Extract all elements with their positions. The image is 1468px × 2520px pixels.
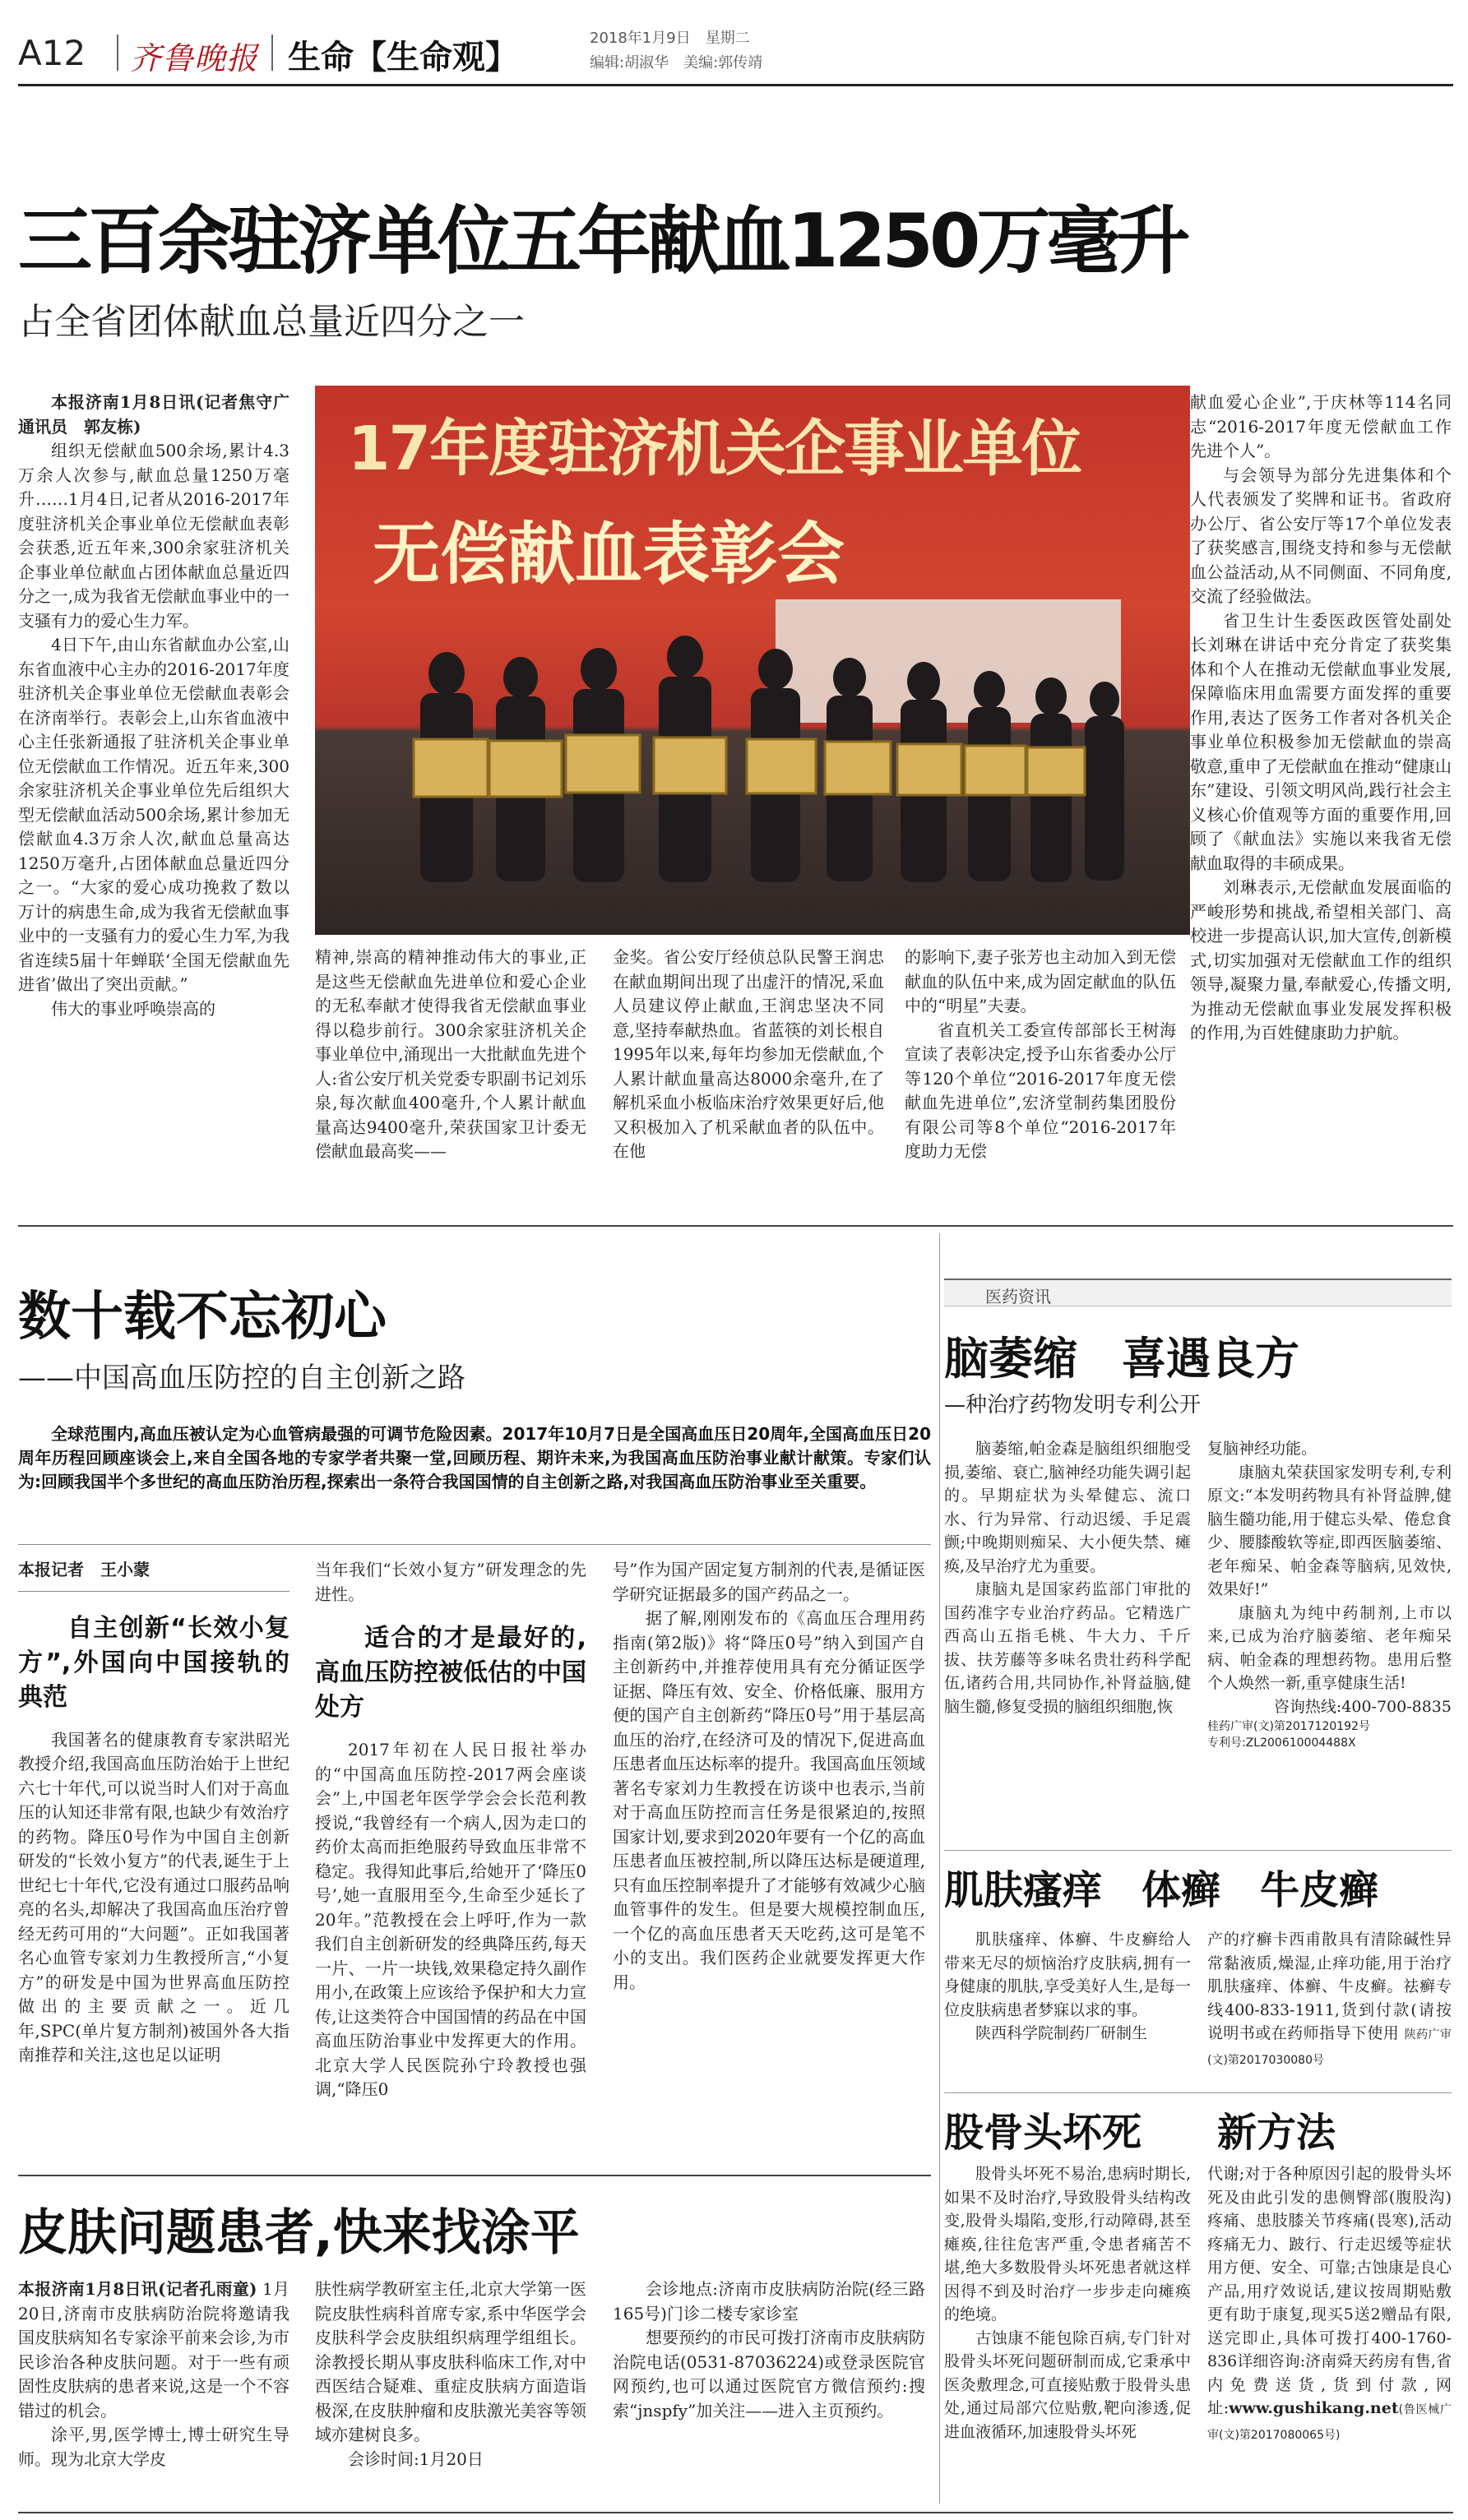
story1-column-1: [18, 391, 306, 1217]
section-name: 生命【生命观】: [288, 39, 518, 76]
ad3-paragraph-text: 代谢;对于各种原因引起的股骨头坏死及由此引发的患侧臀部(腹股沟)疼痛、患肢膝关节疼痛(畏寒),活动疼痛无力、跛行、行走迟缓等症状用方便、安全、可靠;古蚀康是良心产品,用疗效说话,建议按周期贴敷更有助于康复,现买5送2赠品有限,送完即止,具体可拨打400-1760-836详细咨询:济南舜天药房有售,省内免费送货,货到付款,网址:: [1207, 2165, 1452, 2417]
story1-paragraph: 组织无偿献血500余场,累计4.3万余人次参与,献血总量1250万毫升……1月4日,记者从2016-2017年度驻济机关企事业单位无偿献血表彰会获悉,近五年来,300余家驻济机关企事业单位献血占团体献血总量近四分之一,成为我省无偿献血事业中的一支骚有力的爱心生力军。: [18, 441, 289, 631]
story1-paragraph: 的影响下,妻子张芳也主动加入到无偿献血的队伍中来,成为固定献血的队伍中的“明星”夫妻。: [905, 947, 1176, 1015]
story1-dateline: 本报济南1月8日讯(记者焦守广 通讯员 郭友栋): [18, 392, 306, 437]
ad-separator: [944, 1850, 1452, 1851]
ad1-column-1: [944, 1437, 1191, 1848]
story3-paragraph: 想要预约的市民可拨打济南市皮肤病防治院电话(0531-87036224)或登录医院官网预约,也可以通过医院官方微信预约:搜索“jnspfy”加关注——进入主页预约。: [613, 2328, 925, 2421]
ad3-column-2: [1207, 2162, 1452, 2512]
story2-column-3: [613, 1558, 925, 2166]
story3-headline: 皮肤问题患者,快来找涂平: [18, 2204, 580, 2262]
ad3-paragraph: [1207, 2162, 1452, 2447]
ad3-headline-left: 股骨头坏死: [944, 2110, 1142, 2156]
story1-paragraph: 刘琳表示,无偿献血发展面临的严峻形势和挑战,希望相关部门、高校进一步提高认识,加大宣传,创新模式,切实加强对无偿献血工作的组织领导,凝聚力量,奉献爱心,传播文明,为推动无偿献血事业发展发挥积极的作用,为百姓健康助力护航。: [1190, 877, 1452, 1043]
ad2-headline: 肌肤瘙痒 体癣 牛皮癣: [944, 1867, 1379, 1913]
ad1-hotline: 咨询热线:400-700-8835: [1273, 1697, 1452, 1716]
story2-paragraph: 据了解,刚刚发布的《高血压合理用药指南(第2版)》将“降压0号”纳入到国产自主创新药中,并推荐使用具有充分循证医学证据、降压有效、安全、价格低廉、服用方便的国产自主创新药“降压0号”用于基层高血压的治疗,在经济可及的情况下,促进高血压患者血压达标率的提升。我国高血压领域著名专家刘力生教授在访谈中也表示,当前对于高血压防控而言任务是很紧迫的,按照国家计划,要求到2020年要有一个亿的高血压患者血压被控制,所以降压达标是硬道理,只有血压控制率提升了才能够有效减少心脑血管事件的发生。但是要大规模控制血压,一个亿的高血压患者天天吃药,这可是笔不小的支出。我们医药企业就要发挥更大作用。: [613, 1608, 925, 1992]
ad1-headline: 脑萎缩 喜遇良方: [944, 1333, 1299, 1385]
photo-people-illustration: [315, 386, 1190, 935]
story1-column-3: [613, 946, 884, 1217]
ceremony-photo: [315, 386, 1190, 935]
ad-separator: [944, 2092, 1452, 2093]
ad1-paragraph: 康脑丸是国家药监部门审批的国药准字专业治疗药品。它精选广西高山五指毛桃、牛大力、千斤拔、扶芳藤等多味名贵壮药科学配伍,诸药合用,共同协作,补肾益脑,健脑生髓,修复受损的脑组织细胞,恢: [944, 1580, 1191, 1716]
ad2-paragraph-text: 产的疗癣卡西甫散具有清除碱性异常黏液质,燥湿,止痒功能,用于治疗肌肤瘙痒、体癣、牛皮癣。祛癣专线400-833-1911,货到付款(请按说明书或在药师指导下使用: [1207, 1930, 1452, 2042]
story2-subheading-1: 自主创新“长效小复方”,外国向中国接轨的典范: [18, 1613, 289, 1712]
ad2-approval-number: 陕药广审(文)第2017030080号: [1207, 2028, 1452, 2067]
ad3-paragraph: 股骨头坏死不易治,患病时期长,如果不及时治疗,导致股骨头结构改变,股骨头塌陷,变形,行动障碍,甚至瘫痪,往往危害严重,令患者痛苦不堪,绝大多数股骨头坏死患者就这样因得不到及时治疗一步步走向瘫痪的绝境。: [944, 2165, 1191, 2323]
page-number: A12: [18, 33, 86, 73]
story2-paragraph: 2017年初在人民日报社举办的“中国高血压防控-2017两会座谈会”上,中国老年医学学会会长范利教授说,“我曾经有一个病人,因为走口的药价太高而拒绝服药导致血压非常不稳定。我得知此事后,给她开了‘降压0号’,她一直服用至今,生命至少延长了20年。”范教授在会上呼吁,作为一款我们自主创新研发的经典降压药,每天一片、一片一块钱,效果稳定持久副作用小,在政策上应该给予保护和大力宣传,让这类符合中国国情的药品在中国高血压防治事业中发挥更大的作用。北京大学人民医院孙宁玲教授也强调,“降压0: [315, 1740, 586, 2099]
story1-paragraph: 献血爱心企业”,于庆林等114名同志“2016-2017年度无偿献血工作先进个人”。: [1190, 392, 1452, 460]
photo-banner-line2: 无偿献血表彰会: [373, 516, 845, 594]
ad1-subhead: —种治疗药物发明专利公开: [944, 1393, 1202, 1417]
story1-column-4: [905, 946, 1176, 1217]
story1-paragraph: 精神,崇高的精神推动伟大的事业,正是这些无偿献血先进单位和爱心企业的无私奉献才使得我省无偿献血事业得以稳步前行。300余家驻济机关企事业单位中,涌现出一大批献血先进个人:省公安厅机关党委专职副书记刘乐泉,每次献血400毫升,个人累计献血量高达9400毫升,荣获国家卫计委无偿献血最高奖——: [315, 947, 586, 1161]
story3-column-1: [18, 2277, 289, 2512]
story1-paragraph: 伟大的事业呼唤崇高的: [51, 998, 215, 1019]
story3-paragraph: 肤性病学教研室主任,北京大学第一医院皮肤性病科首席专家,系中华医学会皮肤科学会皮肤组织病理学组组长。涂教授长期从事皮肤科临床工作,对中西医结合疑难、重症皮肤病方面造诣极深,在皮肤肿瘤和皮肤激光美容等领域亦建树良多。: [315, 2279, 586, 2444]
story1-paragraph: 省直机关工委宣传部部长王树海宣读了表彰决定,授予山东省委办公厅等120个单位“2016-2017年度无偿献血先进单位”,宏济堂制药集团股份有限公司等8个单位“2016-2017年度助力无偿: [905, 1020, 1176, 1161]
story1-column-5: [1190, 391, 1452, 1217]
masthead-divider: [117, 35, 118, 71]
ad2-paragraph: 肌肤瘙痒、体癣、牛皮癣给人带来无尽的烦恼治疗皮肤病,拥有一身健康的肌肤,享受美好人生,是每一位皮肤病患者梦寐以求的事。: [944, 1930, 1191, 2019]
story1-column-2: [315, 946, 586, 1217]
ad1-paragraph: 康脑丸荣获国家发明专利,专利原文:“本发明药物具有补肾益脾,健脑生髓功能,用于健忘头晕、倦怠食少、腰膝酸软等症,即西医脑萎缩、老年痴呆、帕金森等脑病,见效快,效果好!”: [1207, 1463, 1452, 1598]
story1-subhead: 占全省团体献血总量近四分之一: [18, 301, 525, 343]
story2-column-1: [18, 1558, 289, 2166]
ad3-paragraph: 古蚀康不能包除百病,专门针对股骨头坏死问题研制而成,它秉承中医灸敷理念,可直接贴敷于股骨头患处,通过局部穴位贴敷,靶向渗透,促进血液循环,加速股骨头坏死: [944, 2328, 1191, 2441]
story2-lead-rule: [18, 1544, 931, 1545]
story1-paragraph: 与会领导为部分先进集体和个人代表颁发了奖牌和证书。省政府办公厅、省公安厅等17个单位发表了获奖感言,围绕支持和参与无偿献血公益活动,从不同侧面、不同角度,交流了经验做法。: [1190, 465, 1452, 606]
ad2-paragraph: 陕西科学院制药厂研制生: [975, 2024, 1148, 2042]
ad3-headline-right: 新方法: [1217, 2110, 1336, 2156]
story3-paragraph: 会诊地点:济南市皮肤病防治院(经三路165号)门诊二楼专家诊室: [613, 2279, 925, 2323]
story1-paragraph: 金奖。省公安厅经侦总队民警王润忠在献血期间出现了出虚汗的情况,采血人员建议停止献血,王润忠坚决不同意,坚持奉献热血。省蓝筷的刘长根自1995年以来,每年均参加无偿献血,个人累计献血量高达8000余毫升,在了解机采血小板临床治疗效果更好后,他又积极加入了机采献血者的队伍中。在他: [613, 947, 884, 1161]
issue-date: 2018年1月9日 星期二: [590, 30, 750, 47]
story3-paragraph: 会诊时间:1月20日: [348, 2448, 484, 2469]
story2-byline: 本报记者 王小蒙: [18, 1560, 150, 1579]
ad2-paragraph: [1207, 1928, 1452, 2072]
masthead-divider: [271, 35, 273, 71]
ad-column-label-text: 医药资讯: [985, 1287, 1051, 1306]
story1-paragraph: 4日下午,由山东省献血办公室,山东省血液中心主办的2016-2017年度驻济机关企事业单位无偿献血表彰会在济南举行。表彰会上,山东省血液中心主任张新通报了驻济机关企事业单位无偿献血工作情况。近五年来,300余家驻济机关企事业单位先后组织大型无偿献血活动500余场,累计参加无偿献血4.3万余人次,献血总量高达1250万毫升,占团体献血总量近四分之一。“大家的爱心成功挽救了数以万计的病患生命,成为我省无偿献血事业中的一支骚有力的爱心生力军,为我省连续5届十年蝉联‘全国无偿献血先进省’做出了突出贡献。”: [18, 635, 289, 994]
story2-subheading-2: 适合的才是最好的,高血压防控被低估的中国处方: [315, 1624, 586, 1722]
editors: 编辑:胡淑华 美编:郭传靖: [590, 54, 763, 72]
ad2-column-1: [944, 1928, 1191, 2084]
byline-rule: [18, 1591, 289, 1592]
photo-banner-line1: 17年度驻济机关企事业单位: [348, 414, 1081, 484]
story2-paragraph: 号”作为国产固定复方制剂的代表,是循证医学研究证据最多的国产药品之一。: [613, 1560, 925, 1604]
story2-column-2: [315, 1558, 586, 2166]
ad1-paragraph: 康脑丸为纯中药制剂,上市以来,已成为治疗脑萎缩、老年痴呆病、帕金森的理想药物。患用后整个人焕然一新,重享健康生活!: [1207, 1603, 1452, 1692]
story2-paragraph: 我国著名的健康教育专家洪昭光教授介绍,我国高血压防治始于上世纪六七十年代,可以说当时人们对于高血压的认知还非常有限,也缺少有效治疗的药物。降压0号作为中国自主创新研发的“长效小复方”的代表,诞生于上世纪七十年代,它没有通过口服药品响亮的名头,却解决了我国高血压治疗曾经无药可用的“大问题”。正如我国著名心血管专家刘力生教授所言,“小复方”的研发是中国为世界高血压防控做出的主要贡献之一。近几年,SPC(单片复方制剂)被国外各大指南推荐和关注,这也足以证明: [18, 1729, 289, 2065]
story2-subhead: ——中国高血压防控的自主创新之路: [18, 1362, 465, 1394]
ad3-website: www.gushikang.net: [1229, 2399, 1399, 2417]
story3-paragraph: 涂平,男,医学博士,博士研究生导师。现为北京大学皮: [18, 2425, 289, 2469]
ad3-column-1: [944, 2162, 1191, 2512]
story3-column-3: [613, 2277, 925, 2512]
ad1-approval-number: 桂药广审(文)第2017120192号: [1207, 1720, 1370, 1733]
ad1-column-2: [1207, 1437, 1452, 1848]
story2-paragraph: 当年我们“长效小复方”研发理念的先进性。: [315, 1560, 586, 1604]
page-bottom-rule: [18, 2512, 1453, 2513]
story2-lead: 全球范围内,高血压被认定为心血管病最强的可调节危险因素。2017年10月7日是全国高血压日20周年,全国高血压日20周年历程回顾座谈会上,来自全国各地的专家学者共聚一堂,回顾历程、期许未来,为我国高血压防治事业献计献策。专家们认为:回顾我国半个多世纪的高血压防治历程,探索出一条符合我国国情的自主创新之路,对我国高血压防治事业至关重要。: [18, 1424, 931, 1491]
section-rule: [18, 2175, 931, 2176]
ad3-approval-number: (鲁医械广审(文)第2017080065号): [1207, 2403, 1452, 2442]
ad-column-divider: [939, 1233, 940, 2504]
story1-headline: 三百余驻济单位五年献血1250万毫升: [18, 198, 1187, 284]
story3-column-2: [315, 2277, 586, 2512]
masthead-rule: [18, 84, 1453, 86]
story3-paragraph: 1月20日,济南市皮肤病防治院将邀请我国皮肤病知名专家涂平前来会诊,为市民诊治各种皮肤问题。对于一些有顽固性皮肤病的患者来说,这是一个不容错过的机会。: [18, 2279, 289, 2421]
story2-headline: 数十载不忘初心: [18, 1287, 387, 1348]
paper-logo: 齐鲁晚报: [130, 40, 259, 76]
ad1-paragraph: 复脑神经功能。: [1207, 1440, 1317, 1458]
ad1-patent-number: 专利号:ZL200610004488X: [1207, 1736, 1356, 1750]
ad2-column-2: [1207, 1928, 1452, 2084]
ad-column-label: [944, 1278, 1452, 1306]
story1-paragraph: 省卫生计生委医政医管处副处长刘琳在讲话中充分肯定了获奖集体和个人在推动无偿献血事业发展,保障临床用血需要方面发挥的重要作用,表达了医务工作者对各机关企事业单位积极参加无偿献血的崇高敬意,重申了无偿献血在推动“健康山东”建设、引领文明风尚,践行社会主义核心价值观等方面的重要作用,回顾了《献血法》实施以来我省无偿献血取得的丰硕成果。: [1190, 610, 1452, 873]
ad1-paragraph: 脑萎缩,帕金森是脑组织细胞受损,萎缩、衰亡,脑神经功能失调引起的。早期症状为头晕健忘、流口水、行为异常、行动迟缓、手足震颤;中晚期则痴呆、大小便失禁、瘫痪,及早治疗尤为重要。: [944, 1440, 1191, 1575]
section-rule: [18, 1225, 1453, 1227]
story3-dateline: 本报济南1月8日讯(记者孔雨童): [18, 2279, 257, 2299]
